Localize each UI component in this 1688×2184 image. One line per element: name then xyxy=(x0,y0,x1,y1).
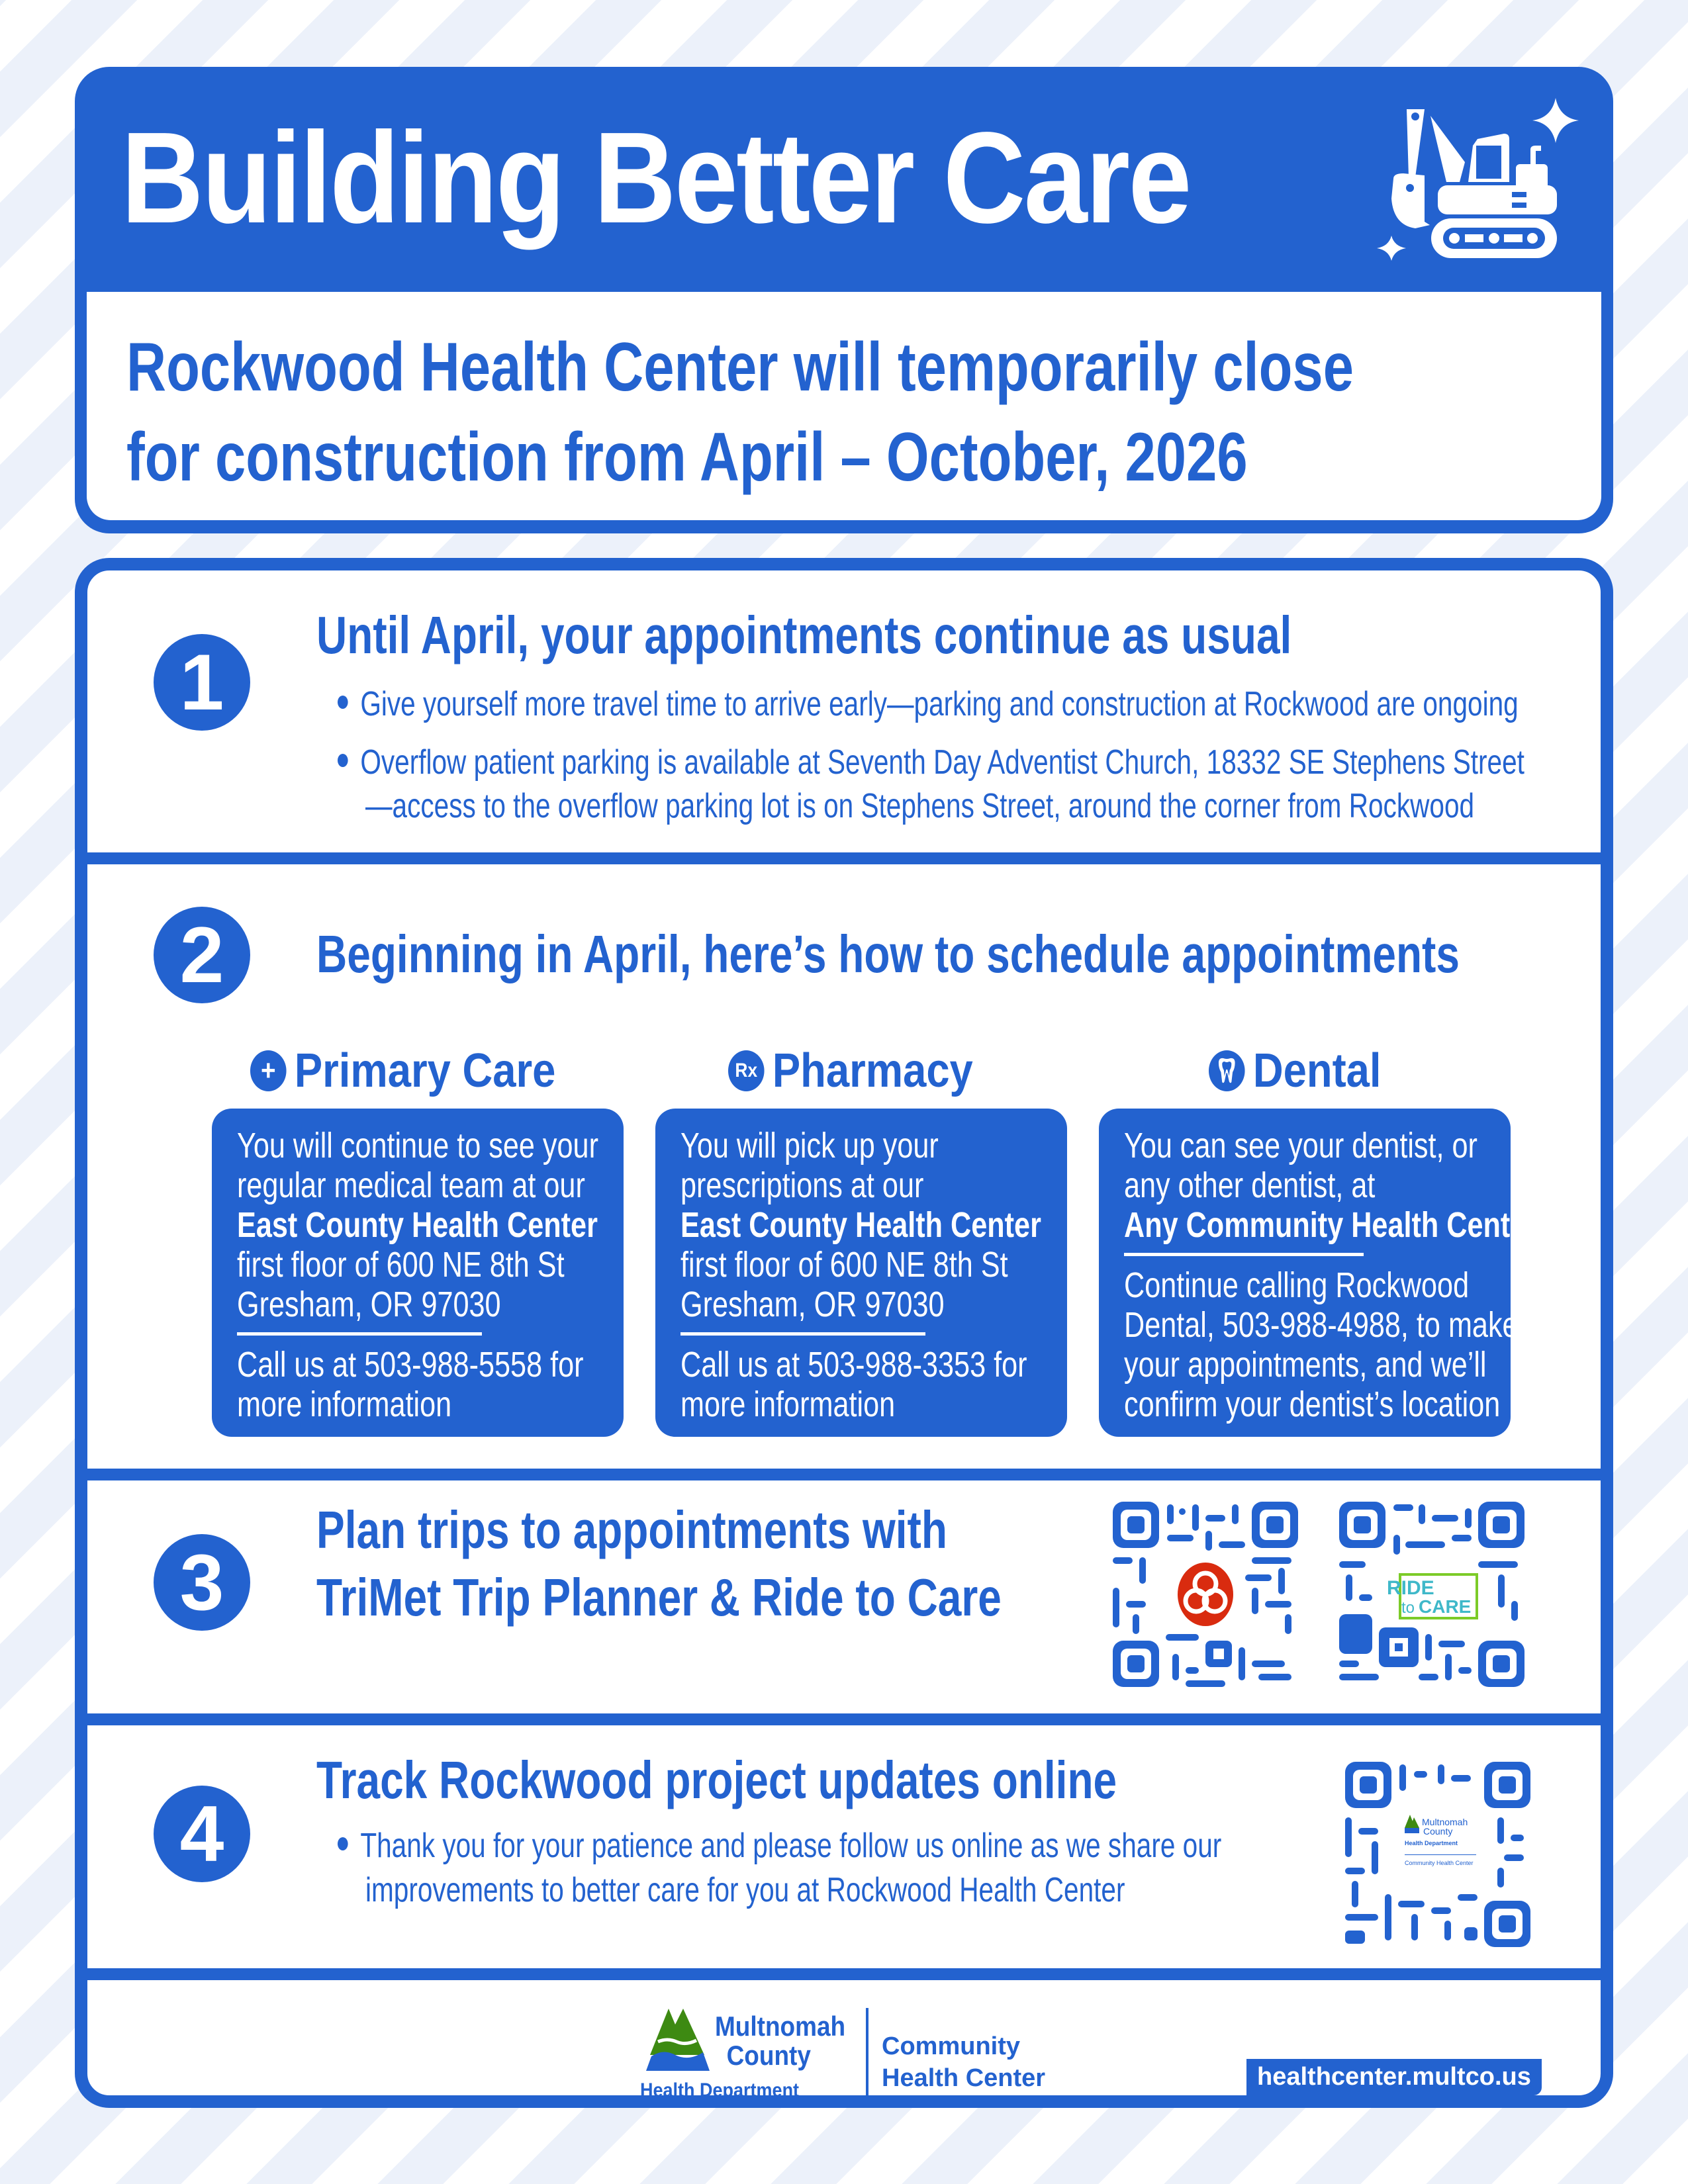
ride-to-care-qr-code[interactable] xyxy=(1339,1502,1524,1687)
svg-text:RIDE: RIDE xyxy=(1387,1577,1434,1599)
multnomah-logo-icon xyxy=(1393,1809,1483,1886)
location-name: East County Health Center xyxy=(680,1205,1041,1245)
svg-text:Community Health Center: Community Health Center xyxy=(1405,1860,1474,1866)
section-divider xyxy=(87,1968,1601,1980)
website-link[interactable]: healthcenter.multco.us xyxy=(1246,2059,1542,2095)
card-divider xyxy=(237,1332,482,1336)
county-name: Multnomah County xyxy=(715,2011,846,2071)
bullet-item: Overflow patient parking is available at Seventh Day Adventist Church, 18332 SE Stephens Street xyxy=(338,745,1524,780)
page-title: Building Better Care xyxy=(121,105,1190,250)
phone-info: Dental, 503-988-4988, to make xyxy=(1124,1305,1519,1345)
bullet-continuation: improvements to better care for you at Rockwood Health Center xyxy=(365,1871,1125,1909)
card-divider xyxy=(1124,1253,1364,1256)
pharmacy-card: You will pick up your prescriptions at our East County Health Center first floor of 600 NE 8th St Gresham, OR 97030 Call us at 503-988-3353 for more information xyxy=(655,1109,1067,1437)
bullet-item: Give yourself more travel time to arrive early—parking and construction at Rockwood are ongoing xyxy=(338,687,1519,721)
section-divider xyxy=(87,1469,1601,1480)
section-divider xyxy=(87,852,1601,864)
bullet-dot-icon xyxy=(338,1837,348,1850)
svg-text:Multnomah: Multnomah xyxy=(1422,1817,1468,1827)
excavator-icon xyxy=(1357,86,1602,278)
dental-card: You can see your dentist, or any other dentist, at Any Community Health Center Continue calling Rockwood Dental, 503-988-4988, to make your appointments, and we’ll confirm your dentist’s location xyxy=(1099,1109,1511,1437)
header-banner xyxy=(75,67,1613,533)
program-name: Community Health Center xyxy=(882,2032,1046,2092)
card-divider xyxy=(680,1332,925,1336)
trimet-qr-code[interactable] xyxy=(1113,1502,1298,1687)
svg-text:County: County xyxy=(1423,1826,1453,1837)
category-primary-care: + Primary Care xyxy=(250,1047,555,1095)
closure-notice xyxy=(87,292,1601,520)
section-heading: Plan trips to appointments with xyxy=(316,1500,947,1559)
svg-text:Health Department: Health Department xyxy=(1405,1840,1458,1846)
step-number-3: 3 xyxy=(154,1534,250,1631)
svg-text:CARE: CARE xyxy=(1419,1596,1472,1617)
tooth-icon xyxy=(1209,1050,1245,1091)
info-panel xyxy=(75,558,1613,2108)
section-heading: Track Rockwood project updates online xyxy=(316,1751,1117,1809)
bullet-dot-icon xyxy=(338,696,348,709)
phone-info: Call us at 503-988-3353 for xyxy=(680,1345,1027,1385)
step-number-2: 2 xyxy=(154,907,250,1003)
primary-care-card: You will continue to see your regular medical team at our East County Health Center first floor of 600 NE 8th St Gresham, OR 97030 Call us at 503-988-5558 for more information xyxy=(212,1109,624,1437)
step-number-4: 4 xyxy=(154,1786,250,1882)
logo-divider xyxy=(866,2008,868,2106)
bullet-continuation: —access to the overflow parking lot is on Stephens Street, around the corner from Rockwood xyxy=(365,787,1475,825)
rx-icon: Rx xyxy=(728,1050,765,1091)
multnomah-county-logo-icon xyxy=(637,2005,722,2079)
phone-info: Call us at 503-988-5558 for xyxy=(237,1345,584,1385)
section-heading: Until April, your appointments continue as usual xyxy=(316,606,1292,664)
category-pharmacy: Rx Pharmacy xyxy=(728,1047,973,1095)
bullet-dot-icon xyxy=(338,754,348,767)
section-divider xyxy=(87,1713,1601,1725)
bullet-item: Thank you for your patience and please follow us online as we share our xyxy=(338,1829,1221,1863)
project-updates-qr-code[interactable] xyxy=(1345,1762,1530,1947)
ride-to-care-logo-icon xyxy=(1384,1572,1479,1619)
plus-icon: + xyxy=(250,1050,287,1091)
section-heading: Beginning in April, here’s how to schedule appointments xyxy=(316,925,1460,983)
section-heading: TriMet Trip Planner & Ride to Care xyxy=(316,1568,1002,1627)
department-name: Health Department xyxy=(640,2079,800,2101)
svg-text:to: to xyxy=(1401,1599,1415,1617)
category-dental: Dental xyxy=(1209,1047,1382,1095)
closure-notice-line: Rockwood Health Center will temporarily close xyxy=(126,329,1354,406)
location-name: East County Health Center xyxy=(237,1205,598,1245)
step-number-1: 1 xyxy=(154,634,250,731)
location-name: Any Community Health Center xyxy=(1124,1205,1538,1245)
closure-notice-line: for construction from April – October, 2026 xyxy=(126,419,1248,496)
